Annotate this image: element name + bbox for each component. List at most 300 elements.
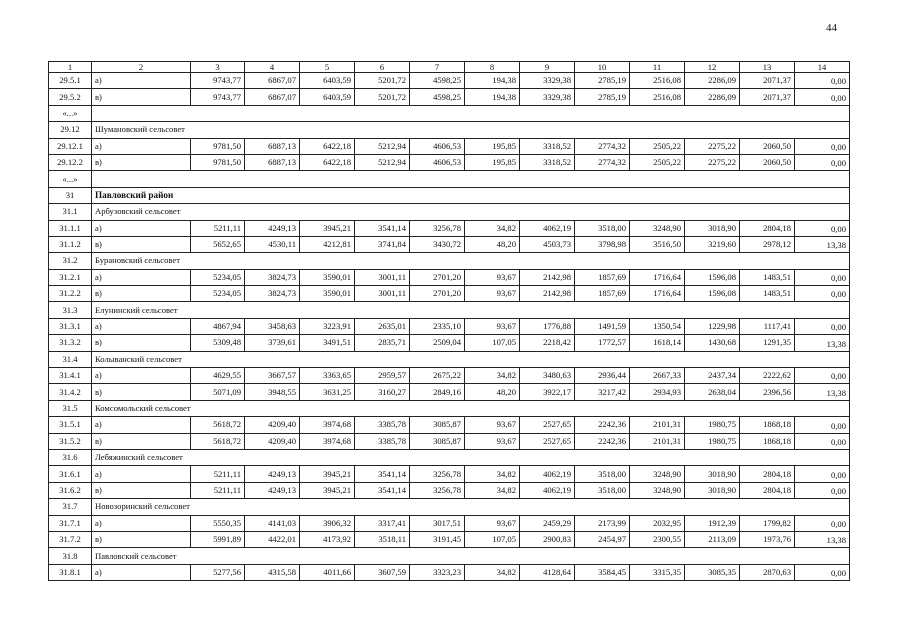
value-cell: 4598,25 — [410, 89, 465, 105]
value-cell: 4606,53 — [410, 154, 465, 170]
value-cell: 3798,98 — [575, 236, 630, 252]
value-cell: 2071,37 — [740, 89, 795, 105]
section-code-cell: 31.7 — [49, 499, 92, 515]
section-row — [49, 548, 850, 564]
value-cell: 2505,22 — [630, 154, 685, 170]
value-cell: 6867,07 — [245, 73, 300, 89]
section-name-cell: Шумановский сельсовет — [92, 122, 850, 138]
value-cell: 3329,38 — [520, 89, 575, 105]
value-cell: 34,82 — [465, 220, 520, 236]
value-cell: 6403,59 — [300, 73, 355, 89]
column-number-cell: 12 — [685, 62, 740, 73]
value-cell: 6867,07 — [245, 89, 300, 105]
value-cell: 4606,53 — [410, 138, 465, 154]
value-cell: 34,82 — [465, 564, 520, 580]
value-cell: 2173,99 — [575, 515, 630, 531]
row-code-cell: 31.8.1 — [49, 564, 92, 580]
section-name-cell: Лебяжинский сельсовет — [92, 449, 850, 465]
section-row — [49, 449, 850, 465]
value-cell: 0,00 — [795, 466, 850, 482]
value-cell: 2959,57 — [355, 368, 410, 384]
value-cell: 3590,01 — [300, 286, 355, 302]
value-cell: 2071,37 — [740, 73, 795, 89]
value-cell: 1980,75 — [685, 417, 740, 433]
value-cell: 2849,16 — [410, 384, 465, 400]
value-cell: 2396,56 — [740, 384, 795, 400]
value-cell: 1980,75 — [685, 433, 740, 449]
value-cell: 1716,64 — [630, 269, 685, 285]
column-number-cell: 11 — [630, 62, 685, 73]
value-cell: 2505,22 — [630, 138, 685, 154]
value-cell: 2516,08 — [630, 73, 685, 89]
value-cell: 5991,89 — [191, 531, 245, 547]
value-cell: 3329,38 — [520, 73, 575, 89]
section-row — [49, 302, 850, 318]
row-code-cell: 31.3.2 — [49, 335, 92, 351]
value-cell: 6422,18 — [300, 154, 355, 170]
column-number-row — [49, 62, 850, 73]
value-cell: 1776,88 — [520, 318, 575, 334]
value-cell: 2900,83 — [520, 531, 575, 547]
table-row — [49, 318, 850, 334]
section-row — [49, 253, 850, 269]
value-cell: 93,67 — [465, 318, 520, 334]
value-cell: 2101,31 — [630, 433, 685, 449]
section-code-cell: 31.6 — [49, 449, 92, 465]
row-label-cell: в) — [92, 384, 191, 400]
row-label-cell: а) — [92, 466, 191, 482]
value-cell: 1483,51 — [740, 269, 795, 285]
value-cell: 2300,55 — [630, 531, 685, 547]
value-cell: 0,00 — [795, 220, 850, 236]
value-cell: 4062,19 — [520, 482, 575, 498]
value-cell: 2242,36 — [575, 433, 630, 449]
district-name-cell: Павловский район — [92, 187, 850, 203]
value-cell: 3607,59 — [355, 564, 410, 580]
value-cell: 4209,40 — [245, 417, 300, 433]
section-row — [49, 351, 850, 367]
table-row — [49, 564, 850, 580]
row-label-cell: в) — [92, 433, 191, 449]
row-label-cell: а) — [92, 220, 191, 236]
table-row — [49, 368, 850, 384]
table-row — [49, 236, 850, 252]
value-cell: 2459,29 — [520, 515, 575, 531]
value-cell: 2113,09 — [685, 531, 740, 547]
row-code-cell: 31.7.1 — [49, 515, 92, 531]
value-cell: 4212,81 — [300, 236, 355, 252]
value-cell: 2774,32 — [575, 138, 630, 154]
value-cell: 2275,22 — [685, 138, 740, 154]
row-code-cell: 31.7.2 — [49, 531, 92, 547]
ellipsis-cell: «...» — [49, 171, 92, 187]
value-cell: 2527,65 — [520, 433, 575, 449]
value-cell: 107,05 — [465, 335, 520, 351]
value-cell: 9743,77 — [191, 73, 245, 89]
value-cell: 6422,18 — [300, 138, 355, 154]
ellipsis-cell: «...» — [49, 105, 92, 121]
value-cell: 2222,62 — [740, 368, 795, 384]
value-cell: 93,67 — [465, 433, 520, 449]
column-number-cell: 1 — [49, 62, 92, 73]
value-cell: 9781,50 — [191, 138, 245, 154]
value-cell: 0,00 — [795, 269, 850, 285]
value-cell: 2804,18 — [740, 220, 795, 236]
section-row — [49, 204, 850, 220]
section-name-cell: Арбузовский сельсовет — [92, 204, 850, 220]
value-cell: 2936,44 — [575, 368, 630, 384]
value-cell: 1483,51 — [740, 286, 795, 302]
value-cell: 3516,50 — [630, 236, 685, 252]
value-cell: 13,38 — [795, 236, 850, 252]
column-number-cell: 13 — [740, 62, 795, 73]
row-code-cell: 29.12.1 — [49, 138, 92, 154]
row-label-cell: в) — [92, 286, 191, 302]
value-cell: 5309,48 — [191, 335, 245, 351]
value-cell: 3323,23 — [410, 564, 465, 580]
district-code-cell: 31 — [49, 187, 92, 203]
value-cell: 5234,05 — [191, 269, 245, 285]
value-cell: 2454,97 — [575, 531, 630, 547]
value-cell: 3017,51 — [410, 515, 465, 531]
value-cell: 3518,11 — [355, 531, 410, 547]
row-label-cell: а) — [92, 318, 191, 334]
value-cell: 48,20 — [465, 236, 520, 252]
value-cell: 5201,72 — [355, 73, 410, 89]
value-cell: 3248,90 — [630, 220, 685, 236]
value-cell: 2516,08 — [630, 89, 685, 105]
value-cell: 3315,35 — [630, 564, 685, 580]
value-cell: 3256,78 — [410, 466, 465, 482]
value-cell: 2060,50 — [740, 138, 795, 154]
row-code-cell: 31.3.1 — [49, 318, 92, 334]
value-cell: 3160,27 — [355, 384, 410, 400]
value-cell: 1596,08 — [685, 286, 740, 302]
column-number-cell: 2 — [92, 62, 191, 73]
table-row — [49, 482, 850, 498]
value-cell: 3248,90 — [630, 482, 685, 498]
column-number-cell: 8 — [465, 62, 520, 73]
value-cell: 5212,94 — [355, 154, 410, 170]
value-cell: 3018,90 — [685, 482, 740, 498]
row-label-cell: в) — [92, 482, 191, 498]
value-cell: 2774,32 — [575, 154, 630, 170]
row-label-cell: а) — [92, 417, 191, 433]
column-number-cell: 3 — [191, 62, 245, 73]
table-row — [49, 531, 850, 547]
section-code-cell: 31.2 — [49, 253, 92, 269]
row-code-cell: 31.5.2 — [49, 433, 92, 449]
section-name-cell: Колыванский сельсовет — [92, 351, 850, 367]
value-cell: 13,38 — [795, 531, 850, 547]
column-number-cell: 5 — [300, 62, 355, 73]
value-cell: 2804,18 — [740, 482, 795, 498]
value-cell: 194,38 — [465, 89, 520, 105]
blank-cell — [92, 105, 850, 121]
value-cell: 1716,64 — [630, 286, 685, 302]
column-number-cell: 4 — [245, 62, 300, 73]
value-cell: 6887,13 — [245, 138, 300, 154]
value-cell: 5211,11 — [191, 220, 245, 236]
table-row — [49, 515, 850, 531]
row-label-cell: в) — [92, 531, 191, 547]
value-cell: 2060,50 — [740, 154, 795, 170]
value-cell: 2635,01 — [355, 318, 410, 334]
row-code-cell: 31.2.2 — [49, 286, 92, 302]
value-cell: 3256,78 — [410, 220, 465, 236]
value-cell: 3631,25 — [300, 384, 355, 400]
row-code-cell: 31.1.2 — [49, 236, 92, 252]
value-cell: 3001,11 — [355, 286, 410, 302]
value-cell: 2275,22 — [685, 154, 740, 170]
value-cell: 3584,45 — [575, 564, 630, 580]
value-cell: 3590,01 — [300, 269, 355, 285]
value-cell: 5618,72 — [191, 433, 245, 449]
row-code-cell: 31.4.2 — [49, 384, 92, 400]
value-cell: 1772,57 — [575, 335, 630, 351]
column-number-cell: 7 — [410, 62, 465, 73]
column-number-cell: 14 — [795, 62, 850, 73]
table-row — [49, 433, 850, 449]
section-code-cell: 31.3 — [49, 302, 92, 318]
value-cell: 3085,87 — [410, 433, 465, 449]
value-cell: 5618,72 — [191, 417, 245, 433]
value-cell: 3667,57 — [245, 368, 300, 384]
value-cell: 3217,42 — [575, 384, 630, 400]
value-cell: 4173,92 — [300, 531, 355, 547]
value-cell: 0,00 — [795, 368, 850, 384]
row-label-cell: в) — [92, 236, 191, 252]
table-row — [49, 286, 850, 302]
section-row — [49, 499, 850, 515]
row-code-cell: 29.12.2 — [49, 154, 92, 170]
row-code-cell: 29.5.1 — [49, 73, 92, 89]
value-cell: 5201,72 — [355, 89, 410, 105]
value-cell: 2142,98 — [520, 269, 575, 285]
value-cell: 3001,11 — [355, 269, 410, 285]
value-cell: 1596,08 — [685, 269, 740, 285]
table-row — [49, 417, 850, 433]
value-cell: 93,67 — [465, 515, 520, 531]
row-code-cell: 31.5.1 — [49, 417, 92, 433]
table-row — [49, 89, 850, 105]
value-cell: 3518,00 — [575, 482, 630, 498]
value-cell: 1491,59 — [575, 318, 630, 334]
value-cell: 3385,78 — [355, 433, 410, 449]
value-cell: 0,00 — [795, 89, 850, 105]
value-cell: 2934,93 — [630, 384, 685, 400]
value-cell: 5652,65 — [191, 236, 245, 252]
row-code-cell: 31.6.2 — [49, 482, 92, 498]
value-cell: 5234,05 — [191, 286, 245, 302]
value-cell: 4867,94 — [191, 318, 245, 334]
value-cell: 4249,13 — [245, 482, 300, 498]
value-cell: 4503,73 — [520, 236, 575, 252]
table-row — [49, 466, 850, 482]
value-cell: 0,00 — [795, 73, 850, 89]
value-cell: 4249,13 — [245, 466, 300, 482]
value-cell: 2978,12 — [740, 236, 795, 252]
value-cell: 3385,78 — [355, 417, 410, 433]
value-cell: 3491,51 — [300, 335, 355, 351]
value-cell: 9781,50 — [191, 154, 245, 170]
value-cell: 2335,10 — [410, 318, 465, 334]
value-cell: 3223,91 — [300, 318, 355, 334]
value-cell: 3541,14 — [355, 482, 410, 498]
value-cell: 2701,20 — [410, 269, 465, 285]
value-cell: 0,00 — [795, 564, 850, 580]
value-cell: 1857,69 — [575, 269, 630, 285]
value-cell: 0,00 — [795, 482, 850, 498]
value-cell: 4011,66 — [300, 564, 355, 580]
row-code-cell: 31.6.1 — [49, 466, 92, 482]
value-cell: 107,05 — [465, 531, 520, 547]
section-name-cell: Новозоринский сельсовет — [92, 499, 850, 515]
value-cell: 3085,35 — [685, 564, 740, 580]
section-row — [49, 122, 850, 138]
section-name-cell: Комсомольский сельсовет — [92, 400, 850, 416]
row-label-cell: а) — [92, 368, 191, 384]
value-cell: 4062,19 — [520, 466, 575, 482]
section-name-cell: Елунинский сельсовет — [92, 302, 850, 318]
value-cell: 13,38 — [795, 335, 850, 351]
value-cell: 2804,18 — [740, 466, 795, 482]
value-cell: 2835,71 — [355, 335, 410, 351]
value-cell: 3518,00 — [575, 466, 630, 482]
value-cell: 5071,09 — [191, 384, 245, 400]
table-row — [49, 384, 850, 400]
value-cell: 0,00 — [795, 154, 850, 170]
value-cell: 6887,13 — [245, 154, 300, 170]
section-code-cell: 31.8 — [49, 548, 92, 564]
value-cell: 2870,63 — [740, 564, 795, 580]
value-cell: 3974,68 — [300, 433, 355, 449]
value-cell: 93,67 — [465, 417, 520, 433]
value-cell: 3317,41 — [355, 515, 410, 531]
row-label-cell: в) — [92, 154, 191, 170]
district-row — [49, 187, 850, 203]
value-cell: 5211,11 — [191, 482, 245, 498]
value-cell: 2785,19 — [575, 89, 630, 105]
section-code-cell: 31.5 — [49, 400, 92, 416]
value-cell: 3824,73 — [245, 286, 300, 302]
value-cell: 0,00 — [795, 138, 850, 154]
section-row — [49, 400, 850, 416]
value-cell: 0,00 — [795, 286, 850, 302]
value-cell: 13,38 — [795, 384, 850, 400]
value-cell: 1912,39 — [685, 515, 740, 531]
value-cell: 2667,33 — [630, 368, 685, 384]
value-cell: 2142,98 — [520, 286, 575, 302]
value-cell: 2101,31 — [630, 417, 685, 433]
value-cell: 34,82 — [465, 466, 520, 482]
value-cell: 1291,35 — [740, 335, 795, 351]
value-cell: 194,38 — [465, 73, 520, 89]
value-cell: 93,67 — [465, 286, 520, 302]
value-cell: 3480,63 — [520, 368, 575, 384]
value-cell: 0,00 — [795, 515, 850, 531]
value-cell: 3219,60 — [685, 236, 740, 252]
value-cell: 3945,21 — [300, 466, 355, 482]
table-row — [49, 138, 850, 154]
value-cell: 3458,63 — [245, 318, 300, 334]
value-cell: 3191,45 — [410, 531, 465, 547]
value-cell: 4422,01 — [245, 531, 300, 547]
value-cell: 0,00 — [795, 417, 850, 433]
value-cell: 5550,35 — [191, 515, 245, 531]
value-cell: 2675,22 — [410, 368, 465, 384]
row-label-cell: а) — [92, 138, 191, 154]
table-row — [49, 220, 850, 236]
value-cell: 2242,36 — [575, 417, 630, 433]
value-cell: 4598,25 — [410, 73, 465, 89]
value-cell: 4209,40 — [245, 433, 300, 449]
value-cell: 5211,11 — [191, 466, 245, 482]
value-cell: 195,85 — [465, 154, 520, 170]
value-cell: 195,85 — [465, 138, 520, 154]
row-label-cell: а) — [92, 73, 191, 89]
section-code-cell: 31.4 — [49, 351, 92, 367]
value-cell: 4629,55 — [191, 368, 245, 384]
value-cell: 34,82 — [465, 482, 520, 498]
ellipsis-row — [49, 171, 850, 187]
value-cell: 2286,09 — [685, 73, 740, 89]
value-cell: 1350,54 — [630, 318, 685, 334]
value-cell: 3739,61 — [245, 335, 300, 351]
value-cell: 3541,14 — [355, 220, 410, 236]
value-cell: 48,20 — [465, 384, 520, 400]
value-cell: 3430,72 — [410, 236, 465, 252]
row-code-cell: 31.1.1 — [49, 220, 92, 236]
value-cell: 0,00 — [795, 318, 850, 334]
value-cell: 1868,18 — [740, 433, 795, 449]
value-cell: 3363,65 — [300, 368, 355, 384]
value-cell: 3948,55 — [245, 384, 300, 400]
value-cell: 3741,84 — [355, 236, 410, 252]
row-code-cell: 31.4.1 — [49, 368, 92, 384]
value-cell: 1973,76 — [740, 531, 795, 547]
value-cell: 3945,21 — [300, 220, 355, 236]
value-cell: 34,82 — [465, 368, 520, 384]
value-cell: 4315,58 — [245, 564, 300, 580]
value-cell: 4249,13 — [245, 220, 300, 236]
value-cell: 3256,78 — [410, 482, 465, 498]
row-label-cell: а) — [92, 564, 191, 580]
tariff-table — [48, 61, 850, 581]
value-cell: 3518,00 — [575, 220, 630, 236]
row-code-cell: 29.5.2 — [49, 89, 92, 105]
value-cell: 2527,65 — [520, 417, 575, 433]
value-cell: 5212,94 — [355, 138, 410, 154]
section-code-cell: 31.1 — [49, 204, 92, 220]
value-cell: 1799,82 — [740, 515, 795, 531]
value-cell: 3945,21 — [300, 482, 355, 498]
table-row — [49, 335, 850, 351]
value-cell: 0,00 — [795, 433, 850, 449]
row-label-cell: в) — [92, 89, 191, 105]
value-cell: 1229,98 — [685, 318, 740, 334]
value-cell: 2701,20 — [410, 286, 465, 302]
table-row — [49, 73, 850, 89]
value-cell: 2032,95 — [630, 515, 685, 531]
row-label-cell: а) — [92, 269, 191, 285]
value-cell: 6403,59 — [300, 89, 355, 105]
value-cell: 3906,32 — [300, 515, 355, 531]
table-row — [49, 154, 850, 170]
value-cell: 2286,09 — [685, 89, 740, 105]
value-cell: 1117,41 — [740, 318, 795, 334]
value-cell: 3974,68 — [300, 417, 355, 433]
